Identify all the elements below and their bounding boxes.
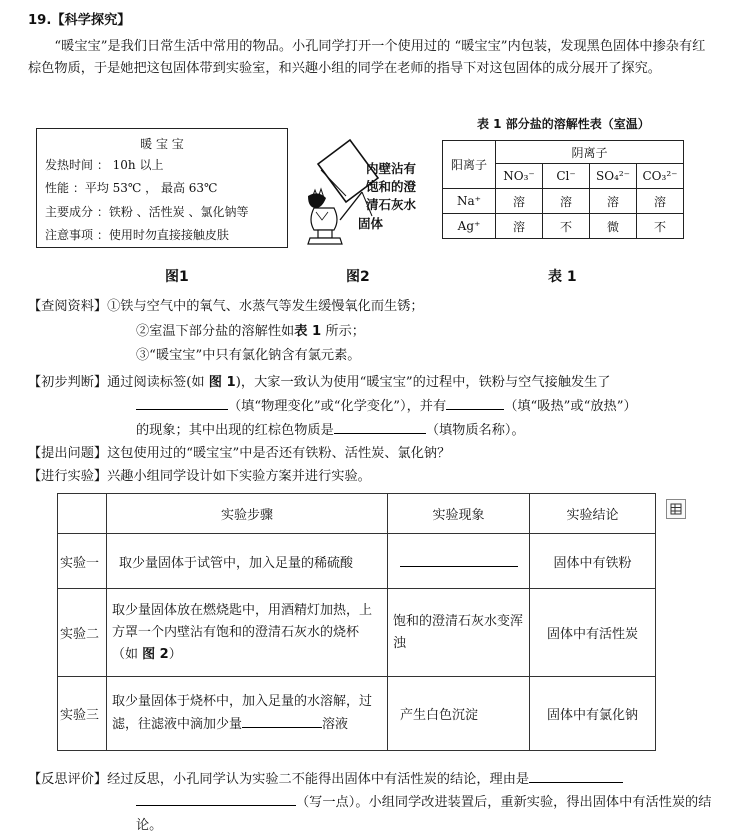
judge-line1 [28, 372, 712, 394]
solubility-table [442, 140, 684, 239]
reflection-tag: 【反思评价】 [28, 772, 108, 787]
reflection-line2 [136, 791, 712, 837]
reflection-line1 [28, 768, 712, 791]
question-number: 19. [28, 13, 52, 28]
raise-text: 这包使用过的“暖宝宝”中是否还有铁粉、活性炭、氯化钠？ [107, 446, 451, 461]
solubility-cell: 微 [590, 214, 637, 239]
table-row [58, 677, 656, 751]
table1-anion-header: 阴离子 [496, 141, 684, 164]
raise-tag: 【提出问题】 [28, 446, 108, 461]
alcohol-lamp-icon [308, 208, 342, 244]
answer-blank-phenomenon[interactable] [400, 552, 518, 567]
anion-cell: NO₃⁻ [496, 164, 543, 189]
exp-name: 实验二 [58, 589, 107, 677]
materials-text: 所示； [321, 324, 365, 339]
step-text: 溶液 [322, 717, 349, 732]
reflection-text: 经过反思，小孔同学认为实验二不能得出固体中有活性炭的结论，理由是 [107, 772, 530, 787]
exp-step [107, 589, 388, 677]
judge-text: （填物质名称）。 [425, 423, 525, 438]
judge-tag: 【初步判断】 [28, 375, 108, 390]
solubility-cell: 溶 [496, 214, 543, 239]
solid-label: 固体 [358, 216, 384, 231]
table-row [58, 534, 656, 589]
beaker-wall-label: 内壁沾有 饱和的澄 清石灰水 [366, 161, 417, 212]
question-tag: 【科学探究】 [51, 13, 131, 28]
question-header [28, 10, 712, 32]
exp-phenomenon: 产生白色沉淀 [388, 677, 530, 751]
header-steps: 实验步骤 [107, 494, 388, 534]
answer-blank-reagent[interactable] [242, 713, 322, 728]
solubility-cell: 溶 [543, 189, 590, 214]
judge-line3 [136, 419, 712, 442]
judge-text: )，大家一致认为使用“暖宝宝”的过程中，铁粉与空气接触发生了 [235, 375, 611, 390]
judge-text: （填“吸热”或“放热”） [504, 399, 637, 414]
step-text: ） [168, 646, 182, 662]
cation-cell: Ag⁺ [443, 214, 496, 239]
figure-reference: 图 1 [208, 375, 236, 390]
table-icon[interactable] [666, 499, 686, 519]
exp-name: 实验三 [58, 677, 107, 751]
solubility-cell: 不 [637, 214, 684, 239]
label-line: 主要成分 ：铁粉 、活性炭 、氯化钠等 [45, 205, 249, 219]
experiment-text: 兴趣小组同学设计如下实验方案并进行实验。 [107, 469, 371, 484]
label-line: 注意事项 ：使用时勿直接接触皮肤 [45, 228, 229, 242]
step-text: 取少量固体放在燃烧匙中，用酒精灯加热，上方罩一个内壁沾有饱和的澄清石灰水的烧杯（如 [112, 602, 373, 662]
anion-cell: Cl⁻ [543, 164, 590, 189]
answer-blank-heat[interactable] [446, 395, 504, 410]
figure-reference: 图 2 [142, 646, 169, 662]
table1-corner: 阳离子 [443, 141, 496, 189]
anion-cell: SO₄²⁻ [590, 164, 637, 189]
label-title: 暖 宝 宝 [140, 137, 184, 151]
figure1-caption: 图1 [165, 269, 189, 285]
solubility-cell: 溶 [637, 189, 684, 214]
judge-text: 的现象；其中出现的红棕色物质是 [136, 423, 334, 438]
judge-text: （填“物理变化”或“化学变化”），并有 [228, 399, 447, 414]
label-line: 性能 ：平均 53℃ ， 最高 63℃ [45, 181, 218, 195]
materials-text: ①铁与空气中的氧气、水蒸气等发生缓慢氧化而生锈； [107, 299, 424, 314]
table-reference: 表 1 [294, 324, 322, 339]
header-conclusion: 实验结论 [530, 494, 656, 534]
figure2-caption: 图2 [346, 269, 370, 285]
table1-title: 表 1 部分盐的溶解性表（室温） [477, 117, 650, 131]
experiment-table [57, 493, 656, 751]
step-text: 取少量固体于烧杯中，加入足量的水溶解，过滤，往滤液中滴加少量 [112, 694, 373, 732]
materials-item3: ③“暖宝宝”中只有氯化钠含有氯元素。 [136, 348, 361, 363]
reflection-text: （写一点）。小组同学改进装置后，重新实验，得出固体中有活性炭的结论。 [136, 795, 712, 833]
hand-warmer-label [36, 128, 288, 248]
exp-conclusion: 固体中有活性炭 [530, 589, 656, 677]
solubility-cell: 溶 [496, 189, 543, 214]
experiment-tag: 【进行实验】 [28, 469, 108, 484]
exp-step [107, 677, 388, 751]
intro-paragraph: “暖宝宝”是我们日常生活中常用的物品。小孔同学打开一个使用过的 “暖宝宝”内包装，发现黑色固体中掺杂有红棕色物质，于是她把这包固体带到实验室，和兴趣小组的同学在老师的指导下对这包固体的成分展开了探究。 [28, 39, 706, 76]
materials-text: ②室温下部分盐的溶解性如 [136, 324, 295, 339]
materials-item1 [28, 296, 712, 318]
exp-conclusion: 固体中有氯化钠 [530, 677, 656, 751]
exp-name: 实验一 [58, 534, 107, 589]
materials-tag: 【查阅资料】 [28, 299, 108, 314]
materials-item2 [136, 321, 712, 343]
experiment-intro [28, 466, 712, 488]
anion-cell: CO₃²⁻ [637, 164, 684, 189]
table-row [58, 589, 656, 677]
raise-question [28, 443, 712, 465]
header-phenomenon: 实验现象 [388, 494, 530, 534]
cation-cell: Na⁺ [443, 189, 496, 214]
answer-blank-change-type[interactable] [136, 395, 228, 410]
judge-line2 [136, 395, 712, 418]
judge-text: 通过阅读标签(如 [107, 375, 209, 390]
table1-caption: 表 1 [548, 269, 577, 285]
answer-blank-reason-2[interactable] [136, 791, 296, 806]
solubility-cell: 不 [543, 214, 590, 239]
answer-blank-red-substance[interactable] [334, 419, 426, 434]
exp-step: 取少量固体于试管中，加入足量的稀硫酸 [107, 534, 388, 589]
exp-phenomenon: 饱和的澄清石灰水变浑浊 [388, 589, 530, 677]
answer-blank-reason-1[interactable] [529, 768, 623, 783]
exp-conclusion: 固体中有铁粉 [530, 534, 656, 589]
label-line: 发热时间 ： 10h 以上 [45, 158, 164, 172]
solubility-cell: 溶 [590, 189, 637, 214]
